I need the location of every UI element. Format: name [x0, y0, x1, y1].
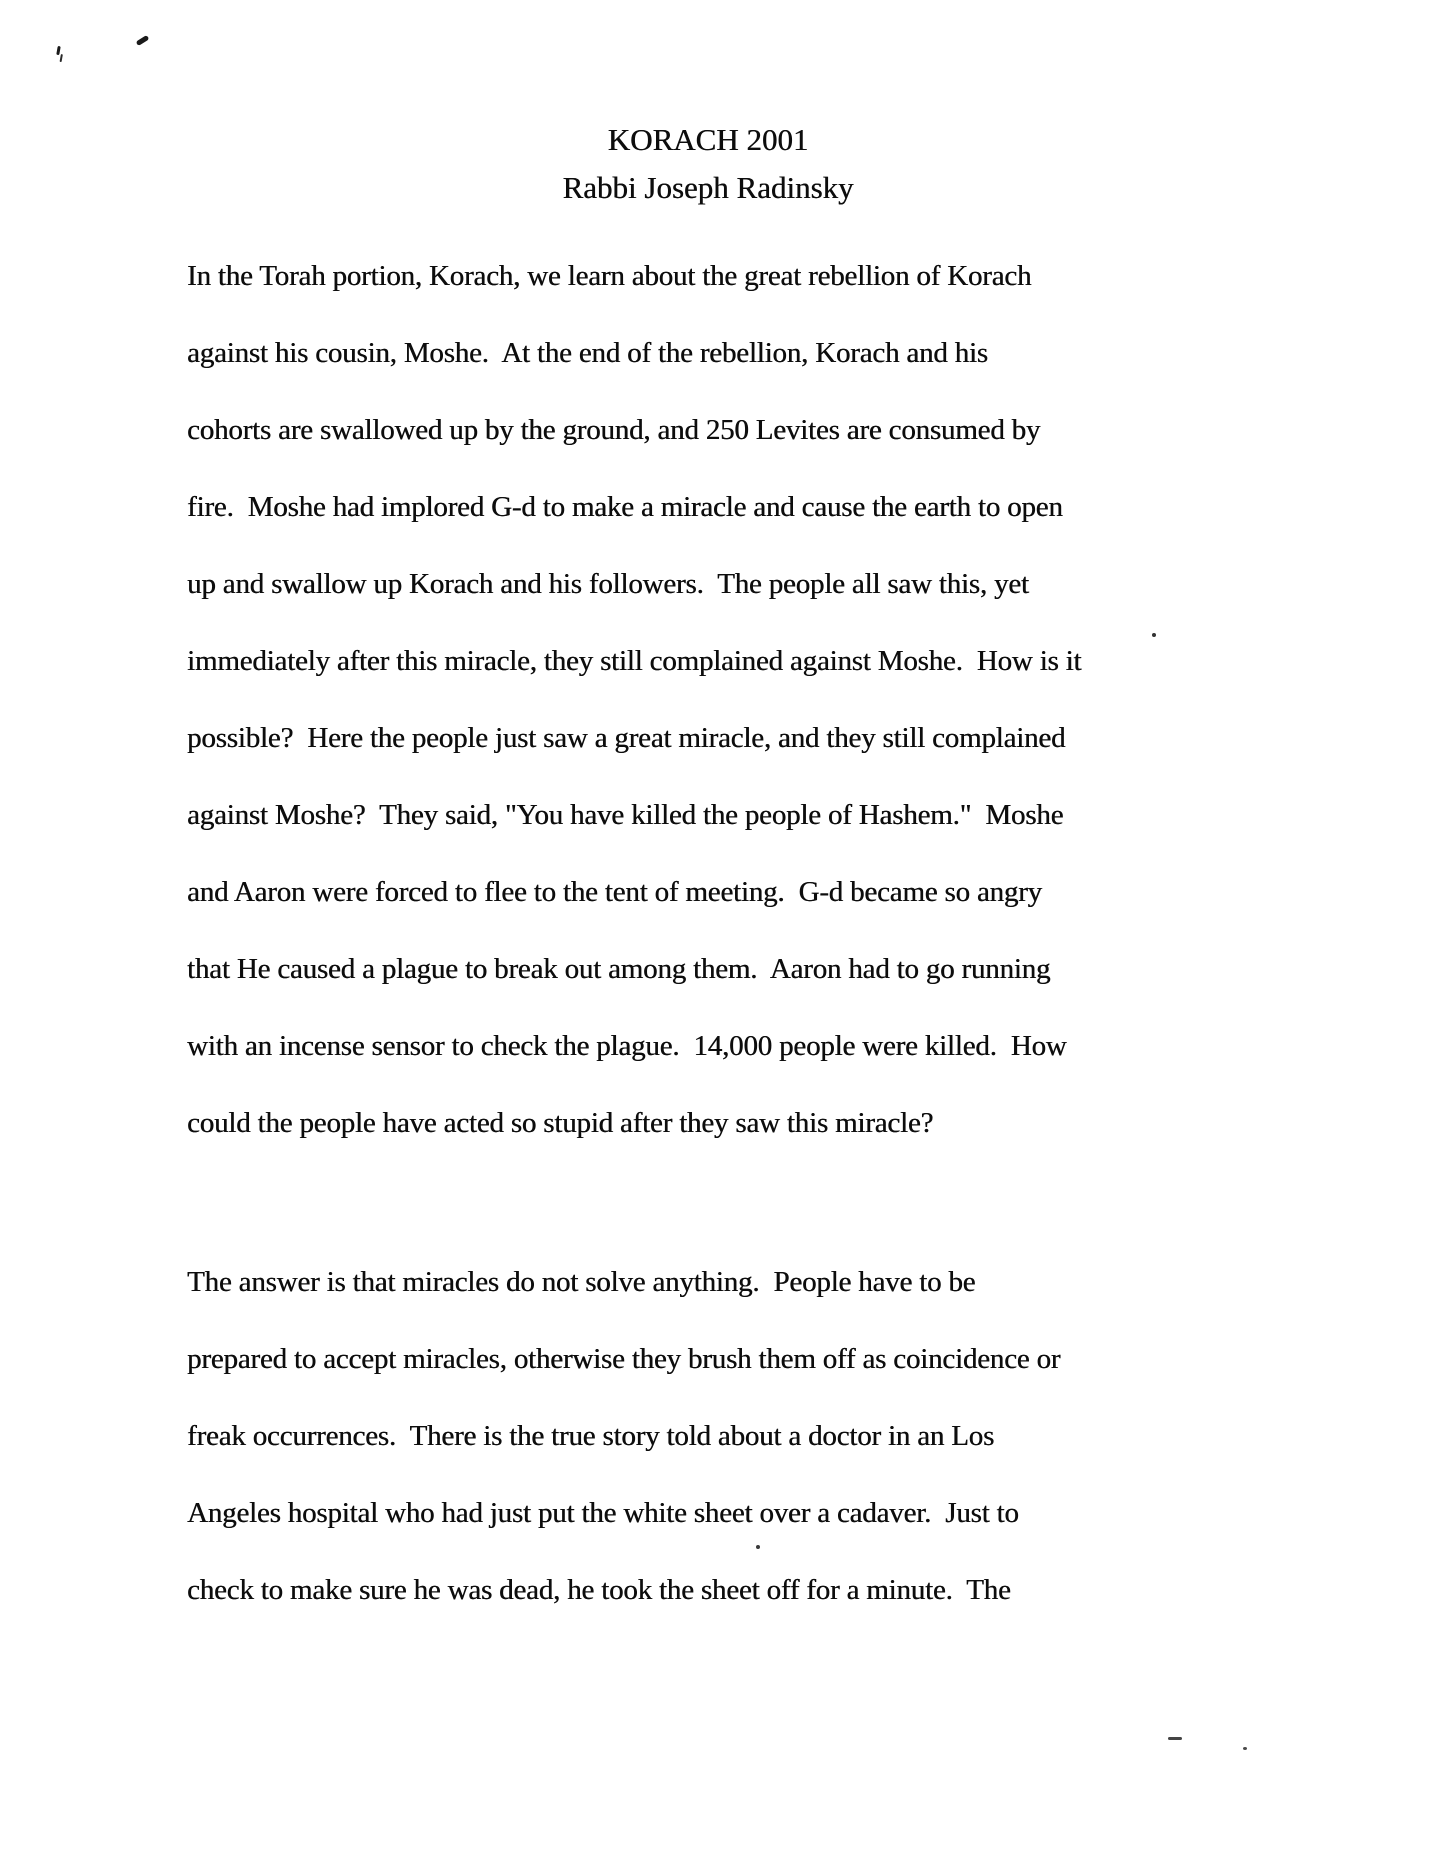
- text-line: and Aaron were forced to flee to the tent of meeting. G-d became so angry: [187, 876, 1042, 908]
- text-line: immediately after this miracle, they still complained against Moshe. How is it: [187, 645, 1082, 677]
- text-line: against his cousin, Moshe. At the end of the rebellion, Korach and his: [187, 337, 988, 369]
- text-line: up and swallow up Korach and his followers. The people all saw this, yet: [187, 568, 1029, 600]
- text-line: check to make sure he was dead, he took the sheet off for a minute. The: [187, 1574, 1011, 1606]
- scan-speck-bottom-right: [1168, 1737, 1182, 1740]
- document-author: Rabbi Joseph Radinsky: [562, 170, 854, 205]
- document-title: KORACH 2001: [607, 122, 809, 157]
- text-line: In the Torah portion, Korach, we learn about the great rebellion of Korach: [187, 260, 1032, 292]
- text-line: cohorts are swallowed up by the ground, and 250 Levites are consumed by: [187, 414, 1041, 446]
- text-line: could the people have acted so stupid after they saw this miracle?: [187, 1107, 934, 1139]
- scan-speck-top-left-2: [136, 35, 150, 46]
- paragraph-1: [187, 238, 1287, 1162]
- paragraph-2: [187, 1244, 1287, 1629]
- scan-speck-top-left: [56, 46, 61, 55]
- text-line: fire. Moshe had implored G-d to make a miracle and cause the earth to open: [187, 491, 1063, 523]
- text-line: possible? Here the people just saw a great miracle, and they still complained: [187, 722, 1066, 754]
- title-block: [187, 116, 1229, 212]
- text-line: against Moshe? They said, "You have killed the people of Hashem." Moshe: [187, 799, 1064, 831]
- text-line: with an incense sensor to check the plague. 14,000 people were killed. How: [187, 1030, 1067, 1062]
- text-line: freak occurrences. There is the true story told about a doctor in an Los: [187, 1420, 995, 1452]
- text-line: The answer is that miracles do not solve anything. People have to be: [187, 1266, 976, 1298]
- scan-speck-bottom-right-2: [1243, 1747, 1247, 1750]
- text-line: prepared to accept miracles, otherwise they brush them off as coincidence or: [187, 1343, 1061, 1375]
- text-line: that He caused a plague to break out among them. Aaron had to go running: [187, 953, 1051, 985]
- text-line: Angeles hospital who had just put the white sheet over a cadaver. Just to: [187, 1497, 1019, 1529]
